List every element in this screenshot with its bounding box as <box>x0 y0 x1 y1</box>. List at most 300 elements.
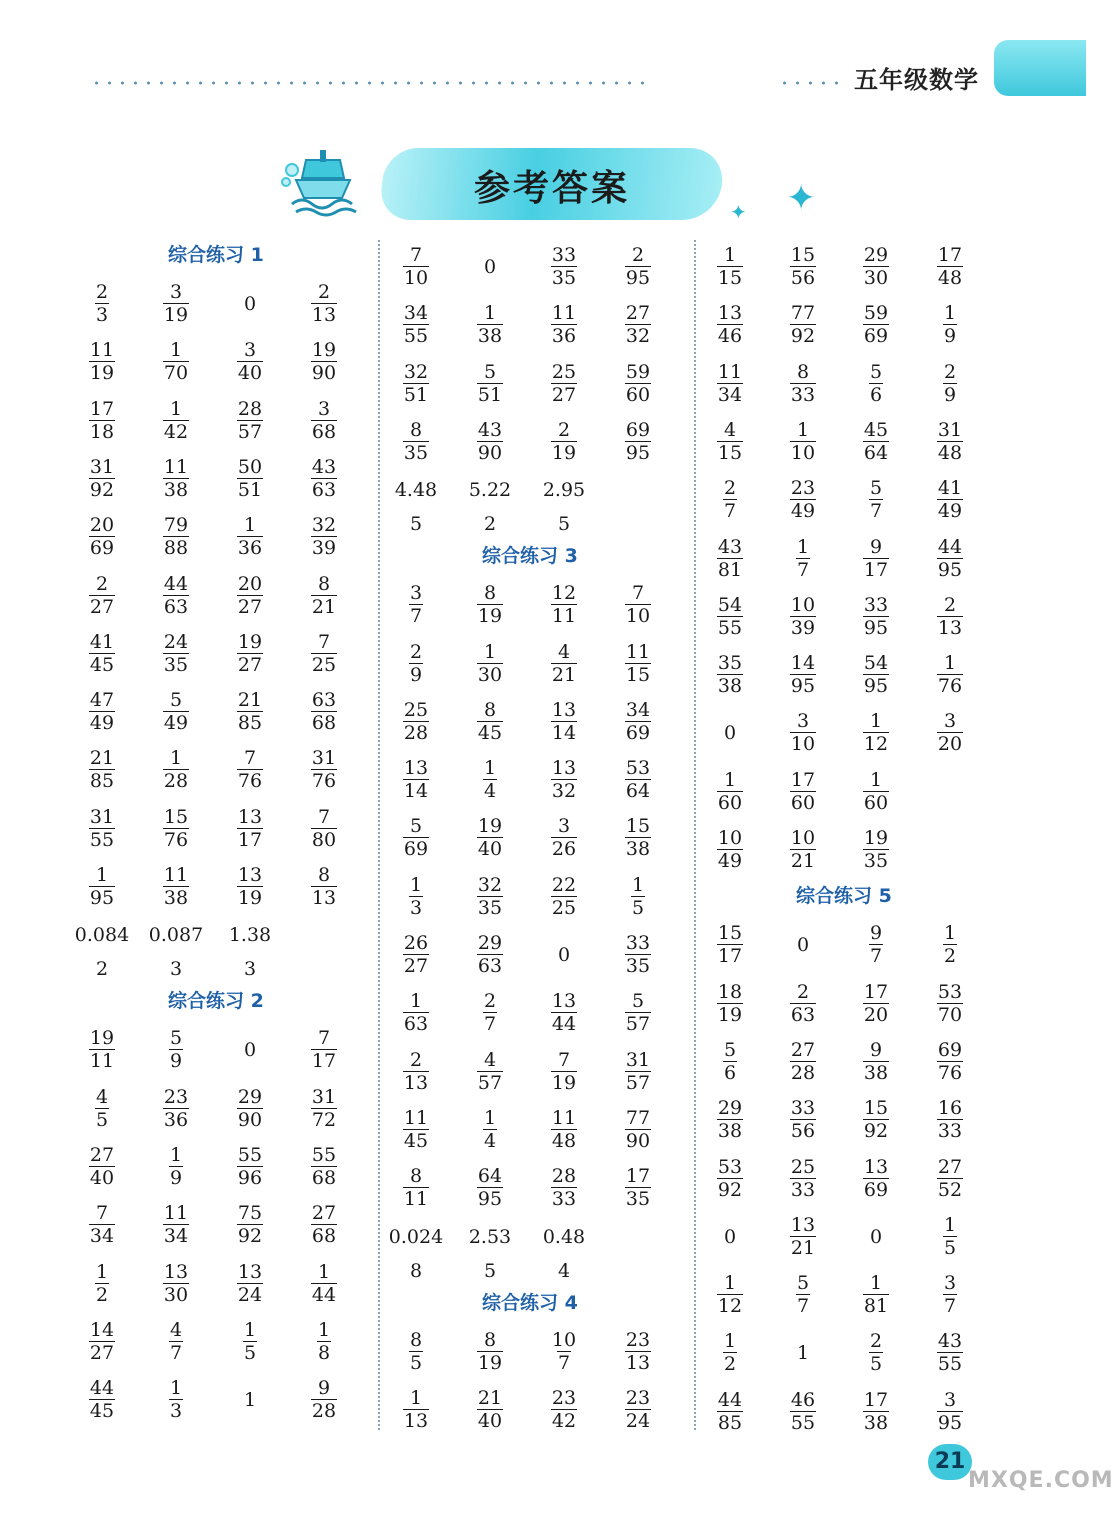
answer-cell <box>460 1329 520 1374</box>
fraction <box>477 1165 503 1210</box>
denominator: 49 <box>790 500 816 523</box>
denominator: 21 <box>551 663 577 686</box>
fraction <box>937 477 963 522</box>
denominator: 85 <box>89 770 115 793</box>
denominator: 12 <box>717 1295 743 1318</box>
denominator: 36 <box>237 537 263 560</box>
fraction <box>403 1107 429 1152</box>
answer-cell <box>460 641 520 686</box>
fraction <box>937 1039 963 1084</box>
numerator: 3 <box>557 815 571 838</box>
numerator: 7 <box>631 582 645 605</box>
numerator: 15 <box>625 815 651 838</box>
fraction <box>551 419 577 464</box>
fraction <box>790 244 816 289</box>
denominator: 14 <box>551 721 577 744</box>
denominator: 60 <box>625 383 651 406</box>
denominator: 45 <box>89 1400 115 1423</box>
fraction <box>625 1165 651 1210</box>
answer-cell <box>920 981 980 1026</box>
denominator: 36 <box>551 325 577 348</box>
denominator: 90 <box>477 441 503 464</box>
numerator: 25 <box>403 698 429 721</box>
numerator: 1 <box>483 1106 497 1129</box>
denominator: 32 <box>551 780 577 803</box>
answer-cell <box>773 981 833 1026</box>
answer-cell <box>220 573 280 618</box>
fraction <box>790 652 816 697</box>
numerator: 11 <box>551 1106 577 1129</box>
numerator: 55 <box>237 1143 263 1166</box>
answer-cell <box>294 281 354 326</box>
numerator: 53 <box>625 757 651 780</box>
denominator: 9 <box>169 1050 183 1073</box>
numerator: 15 <box>790 244 816 266</box>
fraction <box>863 244 889 289</box>
fraction <box>169 1319 183 1364</box>
numerator: 28 <box>551 1165 577 1188</box>
fraction <box>237 456 263 501</box>
denominator: 28 <box>403 721 429 744</box>
numerator: 10 <box>717 827 743 849</box>
fraction <box>717 244 743 289</box>
denominator: 51 <box>237 478 263 501</box>
answer-cell: 3 <box>169 958 183 981</box>
numerator: 2 <box>483 990 497 1013</box>
denominator: 24 <box>237 1283 263 1306</box>
denominator: 39 <box>790 616 816 639</box>
numerator: 3 <box>796 710 810 733</box>
answer-cell <box>72 1086 132 1131</box>
answer-cell <box>920 1330 980 1375</box>
section-title: 综合练习 2 <box>168 990 264 1013</box>
denominator: 35 <box>551 267 577 289</box>
fraction <box>169 1377 183 1422</box>
fraction <box>163 1261 189 1306</box>
denominator: 49 <box>717 850 743 872</box>
denominator: 24 <box>625 1409 651 1432</box>
answer-cell <box>460 874 520 919</box>
numerator: 31 <box>311 747 337 770</box>
numerator: 13 <box>237 864 263 886</box>
numerator: 20 <box>89 514 115 537</box>
answer-cell <box>534 757 594 802</box>
numerator: 1 <box>943 652 957 675</box>
answer-cell <box>608 641 668 686</box>
numerator: 1 <box>409 1386 423 1409</box>
denominator: 60 <box>863 791 889 814</box>
answer-cell <box>220 631 280 676</box>
numerator: 15 <box>717 922 743 945</box>
fraction <box>937 419 963 464</box>
fraction <box>477 699 503 744</box>
answer-cell <box>700 361 760 406</box>
denominator: 26 <box>551 838 577 861</box>
denominator: 95 <box>477 1188 503 1211</box>
fraction <box>237 689 263 734</box>
fraction <box>311 1086 337 1131</box>
denominator: 18 <box>89 420 115 443</box>
fraction <box>311 514 337 559</box>
answer-cell <box>773 827 833 872</box>
answer-cell <box>608 302 668 347</box>
numerator: 43 <box>937 1330 963 1353</box>
numerator: 13 <box>551 698 577 721</box>
denominator: 64 <box>863 441 889 464</box>
fraction <box>937 1097 963 1142</box>
numerator: 5 <box>169 1027 183 1050</box>
denominator: 92 <box>863 1120 889 1143</box>
numerator: 47 <box>89 689 115 712</box>
header-dotted-rule <box>90 80 650 86</box>
denominator: 5 <box>243 1341 257 1364</box>
numerator: 2 <box>317 281 331 303</box>
denominator: 11 <box>89 1050 115 1073</box>
denominator: 46 <box>717 325 743 348</box>
answer-cell <box>846 536 906 581</box>
numerator: 23 <box>790 477 816 500</box>
fraction <box>403 699 429 744</box>
denominator: 57 <box>237 420 263 443</box>
denominator: 30 <box>163 1283 189 1306</box>
fraction <box>403 1387 429 1432</box>
fraction <box>863 1156 889 1201</box>
numerator: 2 <box>943 593 957 616</box>
numerator: 11 <box>551 302 577 325</box>
answer-cell <box>846 594 906 639</box>
denominator: 7 <box>796 558 810 581</box>
answer-cell <box>700 302 760 347</box>
numerator: 8 <box>409 418 423 441</box>
fraction <box>869 922 883 967</box>
fraction <box>163 689 189 734</box>
fraction <box>311 689 337 734</box>
answer-cell <box>920 419 980 464</box>
numerator: 1 <box>317 1318 331 1341</box>
answer-cell <box>294 573 354 618</box>
column-divider <box>378 240 380 1430</box>
answer-cell <box>386 419 446 464</box>
denominator: 38 <box>625 838 651 861</box>
fraction <box>790 302 816 347</box>
answer-cell <box>72 1319 132 1364</box>
answer-cell <box>700 1330 760 1375</box>
answer-cell <box>608 361 668 406</box>
denominator: 35 <box>863 850 889 872</box>
fraction <box>409 641 423 686</box>
answer-cell <box>534 990 594 1035</box>
denominator: 63 <box>163 595 189 618</box>
sparkle-icon: ✦ <box>730 200 747 224</box>
denominator: 3 <box>95 304 109 326</box>
numerator: 1 <box>723 1272 737 1295</box>
denominator: 55 <box>403 325 429 348</box>
fraction <box>237 1086 263 1131</box>
header-dotted-rule-right <box>778 80 846 86</box>
numerator: 8 <box>317 864 331 886</box>
answer-cell <box>72 1202 132 1247</box>
numerator: 29 <box>863 244 889 266</box>
fraction <box>863 827 889 872</box>
page-number: 21 <box>928 1444 972 1480</box>
numerator: 27 <box>790 1038 816 1061</box>
fraction <box>311 339 337 384</box>
numerator: 3 <box>243 339 257 362</box>
numerator: 11 <box>625 640 651 663</box>
answer-cell <box>72 631 132 676</box>
fraction <box>790 710 816 755</box>
fraction <box>717 1156 743 1201</box>
denominator: 35 <box>403 441 429 464</box>
answer-cell <box>700 1156 760 1201</box>
numerator: 43 <box>717 535 743 558</box>
numerator: 22 <box>551 873 577 896</box>
denominator: 55 <box>937 1353 963 1376</box>
denominator: 45 <box>403 1129 429 1152</box>
denominator: 12 <box>863 733 889 756</box>
answer-cell <box>294 864 354 909</box>
fraction <box>163 1202 189 1247</box>
answer-cell <box>146 1144 206 1189</box>
fraction <box>717 1272 743 1317</box>
fraction <box>625 582 651 627</box>
numerator: 11 <box>403 1106 429 1129</box>
answer-cell <box>534 1049 594 1094</box>
denominator: 51 <box>477 383 503 406</box>
fraction <box>89 514 115 559</box>
numerator: 14 <box>790 652 816 675</box>
denominator: 28 <box>163 770 189 793</box>
fraction <box>863 1039 889 1084</box>
denominator: 10 <box>403 267 429 289</box>
numerator: 11 <box>717 360 743 383</box>
denominator: 36 <box>163 1108 189 1131</box>
answer-cell: 1 <box>796 1342 810 1365</box>
answer-cell <box>773 477 833 522</box>
answer-cell <box>72 456 132 501</box>
denominator: 40 <box>477 1409 503 1432</box>
answer-cell <box>608 757 668 802</box>
denominator: 63 <box>790 1003 816 1026</box>
numerator: 13 <box>403 757 429 780</box>
numerator: 1 <box>169 339 183 362</box>
numerator: 25 <box>790 1155 816 1178</box>
numerator: 1 <box>943 1213 957 1236</box>
answer-cell: 0 <box>243 1039 257 1062</box>
fraction <box>863 1389 889 1434</box>
answer-cell <box>146 339 206 384</box>
denominator: 85 <box>237 712 263 735</box>
numerator: 21 <box>237 689 263 712</box>
fraction <box>551 582 577 627</box>
numerator: 4 <box>723 418 737 441</box>
numerator: 13 <box>551 757 577 780</box>
answer-cell <box>608 932 668 977</box>
denominator: 28 <box>311 1400 337 1423</box>
numerator: 1 <box>169 397 183 420</box>
answer-cell <box>846 1039 906 1084</box>
denominator: 21 <box>790 1236 816 1259</box>
answer-cell <box>146 398 206 443</box>
answer-cell <box>846 652 906 697</box>
denominator: 42 <box>551 1409 577 1432</box>
numerator: 9 <box>869 1038 883 1061</box>
fraction <box>625 699 651 744</box>
section-title: 综合练习 5 <box>796 885 892 908</box>
answer-cell <box>146 1261 206 1306</box>
denominator: 9 <box>943 325 957 348</box>
denominator: 19 <box>477 605 503 628</box>
numerator: 17 <box>790 768 816 791</box>
denominator: 11 <box>403 1188 429 1211</box>
numerator: 44 <box>937 535 963 558</box>
fraction <box>403 932 429 977</box>
fraction <box>863 419 889 464</box>
numerator: 1 <box>869 1272 883 1295</box>
answer-cell <box>608 1329 668 1374</box>
denominator: 33 <box>790 383 816 406</box>
denominator: 27 <box>403 955 429 977</box>
numerator: 1 <box>723 244 737 266</box>
numerator: 31 <box>89 455 115 478</box>
answer-cell <box>846 244 906 289</box>
fraction <box>625 302 651 347</box>
fraction <box>625 1107 651 1152</box>
fraction <box>869 477 883 522</box>
fraction <box>551 1165 577 1210</box>
denominator: 38 <box>863 1061 889 1084</box>
denominator: 21 <box>790 850 816 872</box>
numerator: 2 <box>409 640 423 663</box>
numerator: 9 <box>869 922 883 945</box>
denominator: 7 <box>483 1013 497 1036</box>
answer-cell <box>146 1086 206 1131</box>
numerator: 2 <box>631 244 645 266</box>
numerator: 19 <box>863 827 889 849</box>
denominator: 30 <box>863 267 889 289</box>
denominator: 38 <box>477 325 503 348</box>
fraction <box>863 1272 889 1317</box>
fraction <box>311 1377 337 1422</box>
denominator: 2 <box>723 1353 737 1376</box>
fraction <box>89 1144 115 1189</box>
fraction <box>943 1214 957 1259</box>
numerator: 17 <box>625 1165 651 1188</box>
denominator: 13 <box>403 1071 429 1094</box>
numerator: 33 <box>863 593 889 616</box>
answer-cell <box>700 536 760 581</box>
answer-cell: 0.084 <box>74 924 130 947</box>
answer-cell <box>294 806 354 851</box>
answer-cell <box>920 302 980 347</box>
fraction <box>409 1329 423 1374</box>
numerator: 1 <box>943 922 957 945</box>
fraction <box>89 573 115 618</box>
fraction <box>163 573 189 618</box>
numerator: 17 <box>863 1388 889 1411</box>
numerator: 27 <box>311 1202 337 1225</box>
denominator: 6 <box>723 1061 737 1084</box>
fraction <box>95 1086 109 1131</box>
fraction <box>409 582 423 627</box>
denominator: 35 <box>625 955 651 977</box>
answer-cell <box>534 815 594 860</box>
numerator: 43 <box>311 455 337 478</box>
denominator: 7 <box>409 605 423 628</box>
answer-cell: 5.22 <box>468 479 512 502</box>
answer-cell <box>773 1156 833 1201</box>
denominator: 9 <box>409 663 423 686</box>
answer-cell <box>294 514 354 559</box>
fraction <box>869 1330 883 1375</box>
denominator: 13 <box>311 887 337 909</box>
numerator: 1 <box>869 710 883 733</box>
fraction <box>717 652 743 697</box>
numerator: 29 <box>717 1097 743 1120</box>
fraction <box>863 536 889 581</box>
fraction <box>937 1156 963 1201</box>
numerator: 1 <box>631 873 645 896</box>
denominator: 5 <box>95 1108 109 1131</box>
fraction <box>551 757 577 802</box>
numerator: 7 <box>557 1048 571 1071</box>
numerator: 3 <box>317 397 331 420</box>
numerator: 24 <box>163 630 189 653</box>
fraction <box>790 981 816 1026</box>
fraction <box>237 398 263 443</box>
fraction <box>403 244 429 289</box>
denominator: 42 <box>163 420 189 443</box>
denominator: 10 <box>625 605 651 628</box>
answer-cell <box>294 456 354 501</box>
answer-cell <box>773 1214 833 1259</box>
denominator: 95 <box>863 675 889 698</box>
denominator: 35 <box>163 653 189 676</box>
denominator: 19 <box>163 304 189 326</box>
answer-cell <box>846 1097 906 1142</box>
answer-cell <box>220 806 280 851</box>
answer-cell <box>920 1156 980 1201</box>
numerator: 43 <box>477 418 503 441</box>
fraction <box>237 1144 263 1189</box>
answer-cell <box>72 689 132 734</box>
fraction <box>311 864 337 909</box>
denominator: 8 <box>317 1341 331 1364</box>
numerator: 7 <box>243 747 257 770</box>
answer-cell <box>146 514 206 559</box>
fraction <box>483 757 497 802</box>
fraction <box>790 827 816 872</box>
fraction <box>477 815 503 860</box>
section-title: 综合练习 1 <box>168 244 264 266</box>
answer-cell <box>608 815 668 860</box>
answer-cell <box>846 419 906 464</box>
answer-cell <box>608 1165 668 1210</box>
fraction <box>790 361 816 406</box>
numerator: 19 <box>237 630 263 653</box>
answer-cell <box>608 990 668 1035</box>
numerator: 31 <box>311 1085 337 1108</box>
fraction <box>237 1202 263 1247</box>
answer-cell <box>460 582 520 627</box>
answer-cell <box>700 652 760 697</box>
answer-cell <box>846 769 906 814</box>
denominator: 21 <box>311 595 337 618</box>
numerator: 19 <box>311 339 337 362</box>
answer-cell <box>72 398 132 443</box>
denominator: 69 <box>403 838 429 861</box>
answer-cell <box>608 1049 668 1094</box>
